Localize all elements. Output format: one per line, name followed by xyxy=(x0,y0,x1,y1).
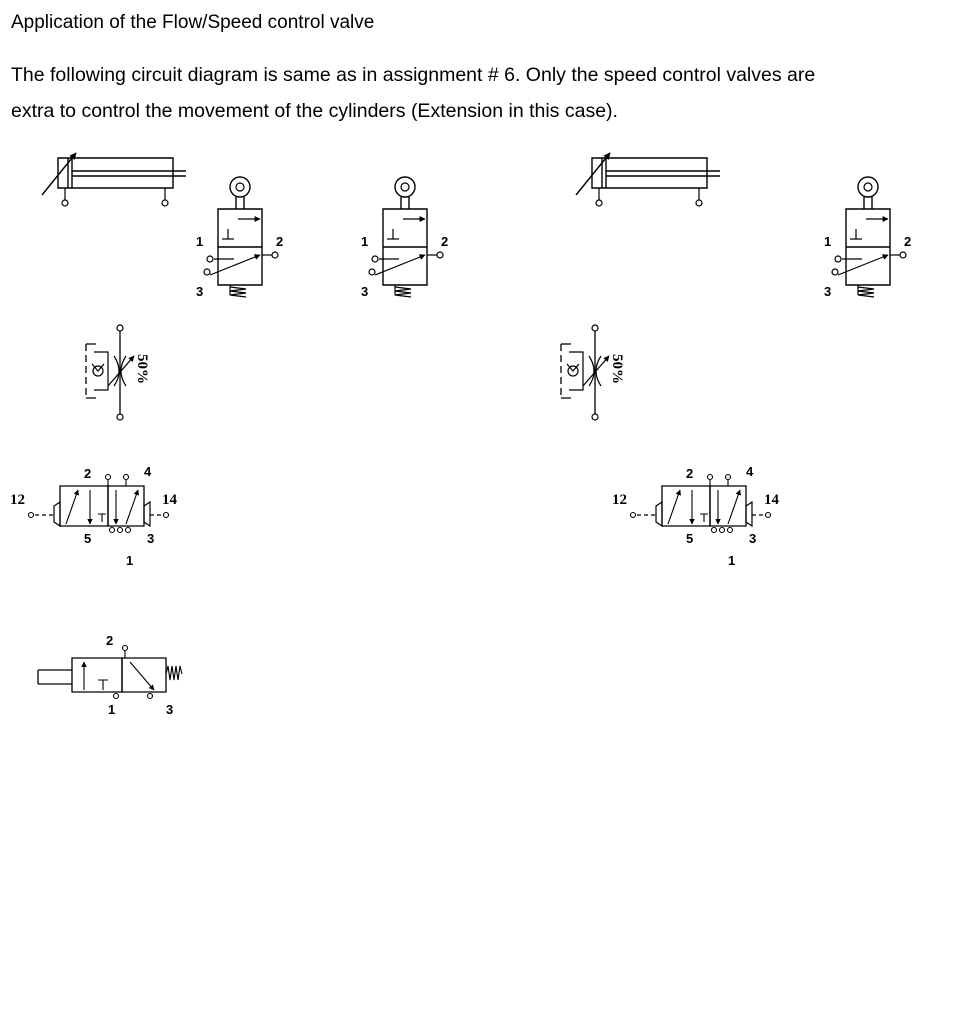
roller-valve-3-port-1: 1 xyxy=(824,234,832,249)
five-port-valve-1-port-4: 4 xyxy=(144,464,152,479)
page-title: Application of the Flow/Speed control valve xyxy=(11,12,375,33)
five-port-valve-2-port-4: 4 xyxy=(746,464,754,479)
manual-valve-port-1: 1 xyxy=(108,702,116,717)
cylinder-1 xyxy=(38,148,188,212)
five-port-valve-1-pilot-14: 14 xyxy=(162,492,177,508)
five-port-valve-1-port-1: 1 xyxy=(126,553,134,568)
five-port-valve-2-port-1: 1 xyxy=(728,553,736,568)
roller-valve-3-port-3: 3 xyxy=(824,284,832,299)
flow-control-valve-2-setting: 50% xyxy=(609,354,625,384)
flow-control-valve-1-setting: 50% xyxy=(134,354,150,384)
roller-valve-1-port-1: 1 xyxy=(196,234,204,249)
roller-valve-2-port-3: 3 xyxy=(361,284,369,299)
five-port-valve-2-pilot-14: 14 xyxy=(764,492,779,508)
roller-valve-1-port-3: 3 xyxy=(196,284,204,299)
five-port-valve-2-pilot-12: 12 xyxy=(612,492,627,508)
five-port-valve-1-port-2: 2 xyxy=(84,466,92,481)
roller-valve-1 xyxy=(190,175,300,305)
five-port-valve-1-pilot-12: 12 xyxy=(10,492,25,508)
five-port-valve-2-port-5: 5 xyxy=(686,531,694,546)
roller-valve-2-port-2: 2 xyxy=(441,234,449,249)
description xyxy=(11,57,951,129)
five-port-valve-1-port-5: 5 xyxy=(84,531,92,546)
roller-valve-1-port-2: 2 xyxy=(276,234,284,249)
flow-control-valve-1 xyxy=(80,320,165,425)
five-port-valve-2 xyxy=(610,462,800,572)
manual-valve-port-3: 3 xyxy=(166,702,174,717)
manual-valve-port-2: 2 xyxy=(106,633,114,648)
cylinder-2 xyxy=(572,148,722,212)
roller-valve-2-port-1: 1 xyxy=(361,234,369,249)
five-port-valve-2-port-2: 2 xyxy=(686,466,694,481)
roller-valve-3 xyxy=(818,175,928,305)
five-port-valve-2-port-3: 3 xyxy=(749,531,757,546)
description-line-2: extra to control the movement of the cylinders (Extension in this case). xyxy=(11,100,618,122)
five-port-valve-1 xyxy=(8,462,198,572)
flow-control-valve-2 xyxy=(555,320,640,425)
five-port-valve-1-port-3: 3 xyxy=(147,531,155,546)
manual-push-button-valve xyxy=(32,626,192,720)
roller-valve-2 xyxy=(355,175,465,305)
roller-valve-3-port-2: 2 xyxy=(904,234,912,249)
description-line-1: The following circuit diagram is same as in assignment # 6. Only the speed control valves are xyxy=(11,64,816,86)
